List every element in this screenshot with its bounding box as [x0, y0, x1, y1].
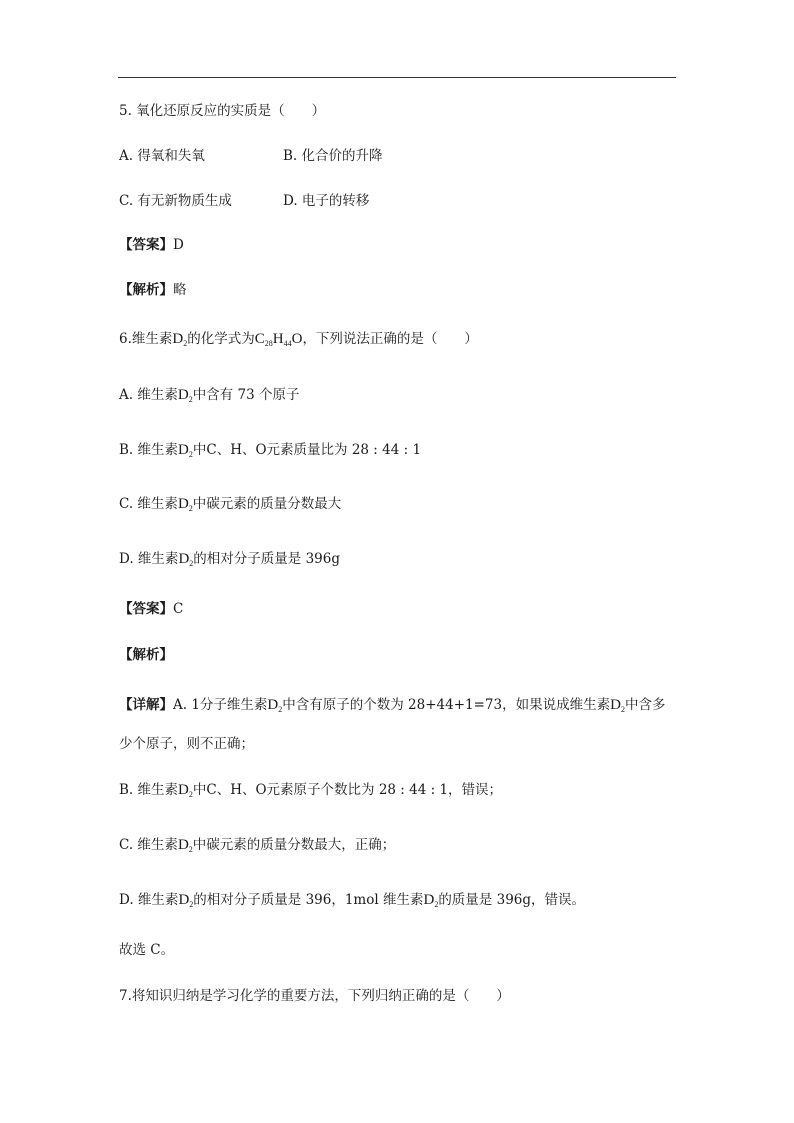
q6-analysis-label: 【解析】: [119, 647, 173, 663]
vitamin-d2-formula: $D_2$: [178, 551, 194, 568]
q6-option-a: A. 维生素$D_2$中含有 73 个原子: [119, 387, 300, 404]
chemical-formula: $C_{28}H_{44}O$: [254, 331, 303, 348]
vitamin-d2-formula: $D_2$: [178, 892, 194, 909]
vitamin-d2-formula: $D_2$: [178, 442, 193, 459]
vitamin-d2-formula: $D_2$: [610, 697, 625, 714]
answer-value: D: [173, 237, 184, 253]
q6-answer: [119, 600, 183, 618]
answer-label: 【答案】: [119, 237, 173, 253]
vitamin-d2-formula: $D_2$: [177, 837, 193, 854]
q5-analysis: [119, 281, 187, 299]
q5-option-a: A. 得氧和失氧: [119, 148, 205, 164]
answer-label: 【答案】: [119, 601, 173, 617]
q5-stem: 5. 氧化还原反应的实质是（ ）: [119, 103, 326, 119]
q5-option-c: C. 有无新物质生成: [119, 193, 232, 209]
q6-option-c: C. 维生素$D_2$中碳元素的质量分数最大: [119, 496, 342, 513]
q6-detail-a-cont: 少个原子，则不正确；: [119, 736, 254, 752]
q5-answer: [119, 236, 184, 254]
vitamin-d2-formula: $D_2$: [178, 782, 193, 799]
q6-detail-d: D. 维生素$D_2$的相对分子质量是 396，1mol 维生素$D_2$的质量是 396g，错误。: [119, 892, 586, 909]
vitamin-d2-formula: $D_2$: [177, 496, 193, 513]
analysis-text: 略: [173, 282, 187, 298]
q5-option-d: D. 电子的转移: [283, 193, 370, 209]
detail-label: 【详解】: [119, 697, 173, 713]
vitamin-d2-formula: $D_2$: [172, 331, 188, 348]
answer-value: C: [173, 601, 184, 617]
q6-option-b: B. 维生素$D_2$中C、H、O元素质量比为 28 : 44 : 1: [119, 442, 422, 459]
analysis-label: 【解析】: [119, 282, 173, 298]
q6-detail-c: C. 维生素$D_2$中碳元素的质量分数最大，正确；: [119, 837, 396, 854]
q6-conclusion: 故选 C。: [119, 942, 175, 958]
q6-stem: 6.维生素$D_2$的化学式为$C_{28}H_{44}O$，下列说法正确的是（ ）: [119, 331, 478, 348]
q6-detail-b: B. 维生素$D_2$中C、H、O元素原子个数比为 28 : 44 : 1，错误；: [119, 782, 503, 799]
header-rule: [118, 77, 676, 78]
q6-option-d: D. 维生素$D_2$的相对分子质量是 396g: [119, 551, 340, 568]
vitamin-d2-formula: $D_2$: [177, 387, 193, 404]
q5-option-b: B. 化合价的升降: [283, 148, 383, 164]
vitamin-d2-formula: $D_2$: [267, 697, 283, 714]
vitamin-d2-formula: $D_2$: [423, 892, 439, 909]
q6-detail-a: 【详解】A. 1分子维生素$D_2$中含有原子的个数为 28+44+1=73，如果说成维生素$D_2$中含多: [119, 697, 666, 714]
q7-stem: 7.将知识归纳是学习化学的重要方法，下列归纳正确的是（ ）: [119, 988, 510, 1004]
